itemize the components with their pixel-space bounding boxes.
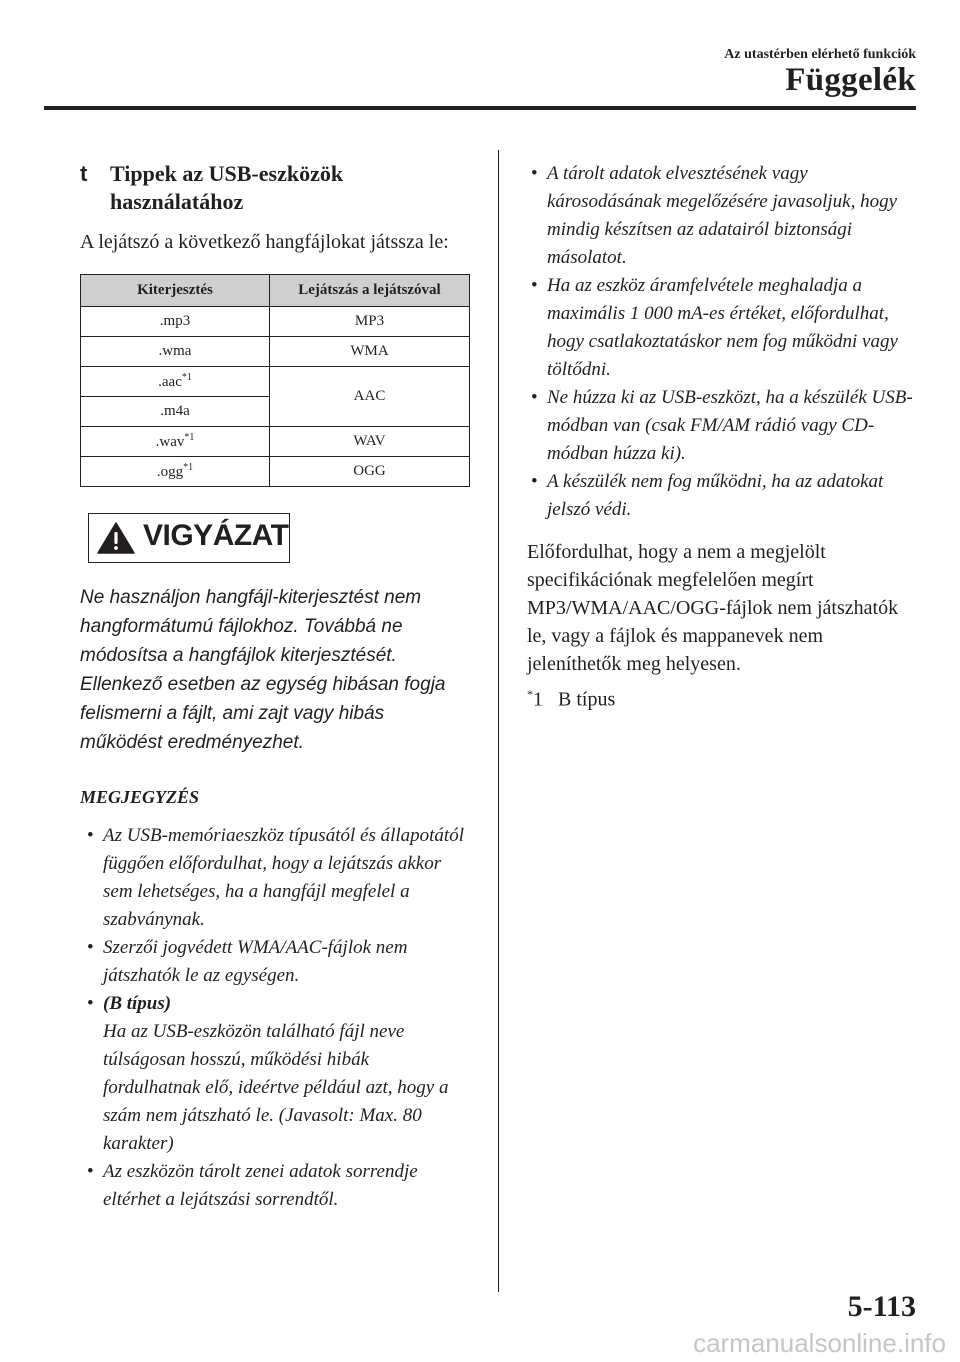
table-row <box>81 337 470 367</box>
table-cell-playback: WMA <box>270 337 470 367</box>
section-title-line1: Tippek az USB-eszközök <box>110 161 344 186</box>
bullet: • <box>87 993 94 1014</box>
list-item: • Szerzői jogvédett WMA/AAC-fájlok nem játszhatók le az egységen. <box>80 934 470 990</box>
section-title-line2: használatához <box>110 189 244 214</box>
right-column <box>527 160 917 714</box>
table-header-playback: Lejátszás a lejátszóval <box>270 275 470 307</box>
bullet: • <box>531 275 538 296</box>
table-row <box>81 427 470 457</box>
table-cell-extension: .m4a <box>81 397 270 427</box>
warning-triangle-icon <box>97 522 135 554</box>
page-number: 5-113 <box>847 1290 916 1323</box>
caution-text: Ne használjon hangfájl-kiterjesztést nem hangformátumú fájlokhoz. Továbbá ne módosítsa a hangfájlok kiterjesztését. Ellenkező esetben az egység hibásan fogja felismerni a fájlt, ami zajt vagy hibás működést eredményezhet. <box>80 587 446 753</box>
bullet: • <box>87 825 94 846</box>
format-table <box>80 274 470 487</box>
table-row <box>81 457 470 487</box>
table-row <box>81 307 470 337</box>
caution-label: VIGYÁZAT <box>143 519 289 552</box>
compatibility-paragraph: Előfordulhat, hogy a nem a megjelölt specifikációnak megfelelően megírt MP3/WMA/AAC/OGG-fájlok nem játszhatók le, vagy a fájlok és mappanevek nem jeleníthetők meg helyesen. <box>527 541 899 675</box>
table-row <box>81 367 470 397</box>
header-rule <box>44 106 916 110</box>
chapter-subtitle: Az utastérben elérhető funkciók <box>724 47 916 62</box>
note-list <box>80 822 470 1214</box>
chapter-title: Függelék <box>785 62 916 98</box>
list-item: • Ne húzza ki az USB-eszközt, ha a készülék USB-módban van (csak FM/AM rádió vagy CD-módban húzza ki). <box>527 384 917 468</box>
list-item: • (B típus) Ha az USB-eszközön található fájl neve túlságosan hosszú, működési hibák fordulhatnak elő, ideértve például azt, hogy a szám nem játszható le. (Javasolt: Max. 80 karakter) <box>80 990 470 1158</box>
list-item: • A készülék nem fog működni, ha az adatokat jelszó védi. <box>527 468 917 524</box>
table-cell-extension: .ogg$^{*1}$ <box>81 457 270 487</box>
table-cell-extension: .aac$^{*1}$ <box>81 367 270 397</box>
bullet: • <box>87 1161 94 1182</box>
table-cell-playback: OGG <box>270 457 470 487</box>
table-cell-extension: .wma <box>81 337 270 367</box>
bullet: • <box>531 471 538 492</box>
table-cell-extension: .mp3 <box>81 307 270 337</box>
footnote-ref: *1 <box>184 432 195 443</box>
bullet: • <box>87 937 94 958</box>
table-cell-extension: .wav$^{*1}$ <box>81 427 270 457</box>
table-cell-playback: AAC <box>270 367 470 427</box>
bullet: • <box>531 387 538 408</box>
caution-box <box>88 513 290 563</box>
section-marker: t <box>80 161 88 186</box>
footnote-ref: *1 <box>181 372 192 383</box>
watermark: carmanualsonline.info <box>693 1328 946 1358</box>
table-cell-playback: WAV <box>270 427 470 457</box>
tips-list <box>527 160 917 524</box>
footnote: *1 B típus <box>527 687 616 711</box>
bullet: • <box>531 163 538 184</box>
list-item: • A tárolt adatok elvesztésének vagy károsodásának megelőzésére javasoljuk, hogy mindig készítsen az adatairól biztonsági másolatot. <box>527 160 917 272</box>
column-divider <box>498 150 499 1292</box>
list-item: • Az USB-memóriaeszköz típusától és állapotától függően előfordulhat, hogy a lejátszás akkor sem lehetséges, ha a hangfájl megfelel a szabványnak. <box>80 822 470 934</box>
list-item: • Ha az eszköz áramfelvétele meghaladja a maximális 1 000 mA-es értéket, előfordulhat, hogy csatlakoztatáskor nem fog működni vagy töltődni. <box>527 272 917 384</box>
footnote-ref: *1 <box>183 462 194 473</box>
type-b-label: (B típus) <box>103 993 172 1014</box>
section-heading <box>80 160 470 216</box>
table-header-extension: Kiterjesztés <box>81 275 270 307</box>
list-item: • Az eszközön tárolt zenei adatok sorrendje eltérhet a lejátszási sorrendtől. <box>80 1158 470 1214</box>
intro-paragraph: A lejátszó a következő hangfájlokat játssza le: <box>80 231 449 253</box>
table-cell-playback: MP3 <box>270 307 470 337</box>
note-heading: MEGJEGYZÉS <box>80 787 200 807</box>
left-column <box>80 160 470 1214</box>
table-header-row <box>81 275 470 307</box>
